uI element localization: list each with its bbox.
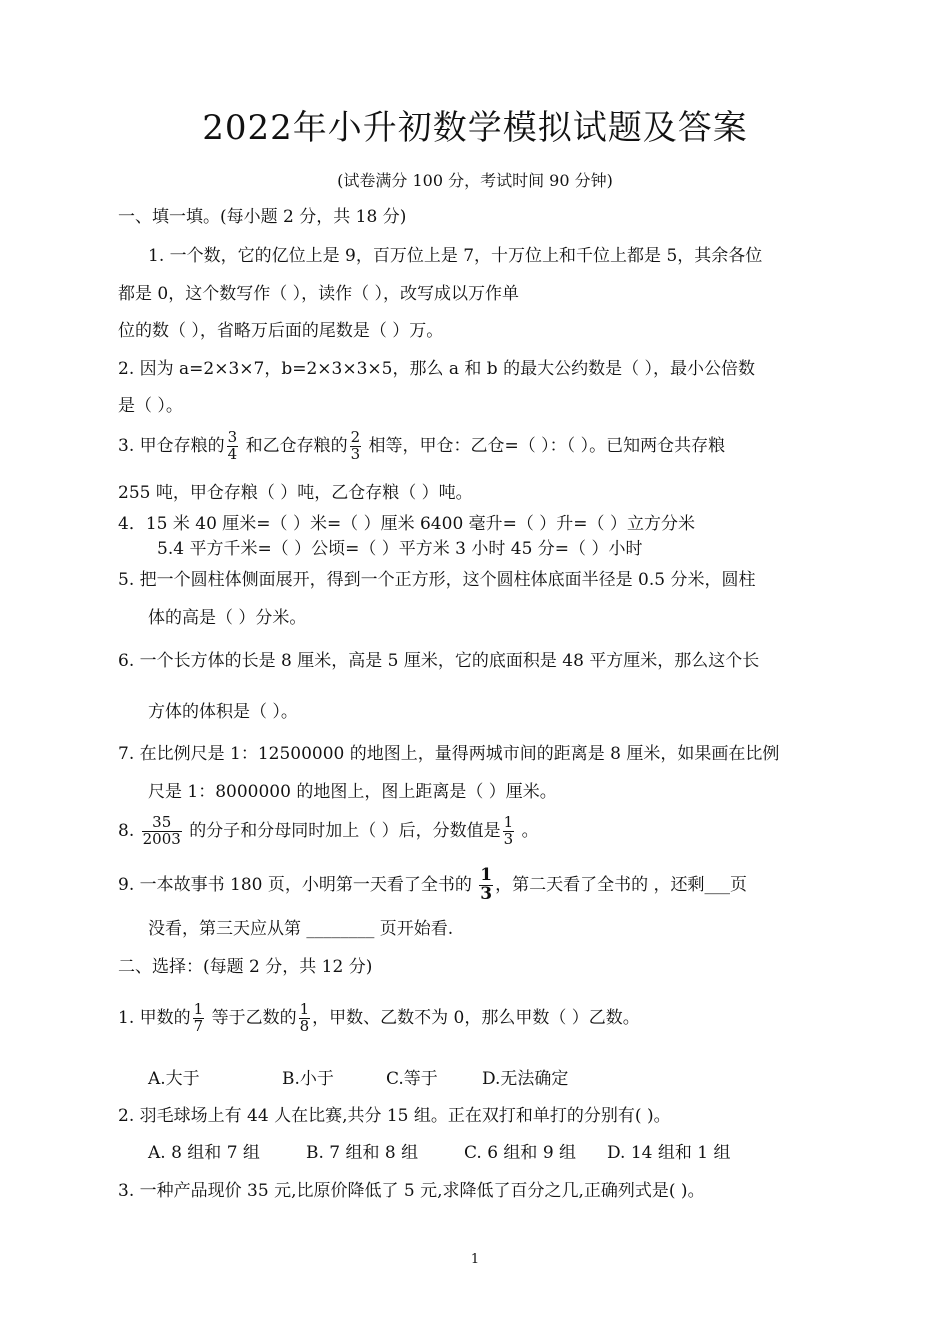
s2-q3-line: 3. 一种产品现价 35 元,比原价降低了 5 元,求降低了百分之几,正确列式是( )。 (118, 1181, 705, 1201)
option-d: D. 14 组和 1 组 (607, 1143, 731, 1163)
denominator: 7 (193, 1016, 204, 1035)
numerator: 1 (503, 813, 514, 831)
fraction (142, 815, 182, 848)
option-c: C.等于 (386, 1069, 438, 1089)
numerator: 35 (152, 813, 172, 831)
q5-line-2: 体的高是（ ）分米。 (148, 608, 307, 628)
section-1-heading: 一、填一填。(每小题 2 分，共 18 分) (118, 207, 407, 227)
q7-line-2: 尺是 1：8000000 的地图上，图上距离是（ ）厘米。 (148, 782, 557, 802)
q9-line-1 (118, 867, 747, 904)
q3-line-2: 255 吨，甲仓存粮（ ）吨，乙仓存粮（ ）吨。 (118, 483, 473, 503)
denominator: 4 (227, 444, 238, 463)
q7-line-1: 7. 在比例尺是 1：12500000 的地图上，量得两城市间的距离是 8 厘米，如果画在比例 (118, 744, 780, 764)
denominator: 3 (350, 444, 361, 463)
q2-line-2: 是（ ）。 (118, 396, 183, 416)
option-b: B.小于 (282, 1069, 334, 1089)
denominator: 3 (480, 883, 493, 904)
q6-line-2: 方体的体积是（ ）。 (148, 702, 298, 722)
q5-line-1: 5. 把一个圆柱体侧面展开，得到一个正方形，这个圆柱体底面半径是 0.5 分米，圆柱 (118, 570, 756, 590)
option-c: C. 6 组和 9 组 (464, 1143, 577, 1163)
q3-line-1 (118, 430, 725, 463)
q8-text-c: 。 (516, 820, 539, 841)
q1-line-1: 1. 一个数，它的亿位上是 9，百万位上是 7，十万位上和千位上都是 5，其余各位 (148, 246, 763, 266)
denominator: 3 (503, 829, 514, 848)
q2-line-1: 2. 因为 a=2×3×7，b=2×3×3×5，那么 a 和 b 的最大公约数是（ ），最小公倍数 (118, 359, 756, 379)
option-d: D.无法确定 (482, 1069, 569, 1089)
q3-text-c: 相等，甲仓：乙仓=（ ）：（ ）。已知两仓共存粮 (363, 435, 726, 456)
option-a: A. 8 组和 7 组 (148, 1143, 260, 1163)
fraction (299, 1002, 311, 1035)
numerator: 3 (227, 428, 238, 446)
fraction (503, 815, 515, 848)
option-b: B. 7 组和 8 组 (306, 1143, 419, 1163)
numerator: 1 (193, 1000, 204, 1018)
section-2-heading: 二、选择：(每题 2 分，共 12 分) (118, 957, 373, 977)
q4-line-2: 5.4 平方千米=（ ）公顷=（ ）平方米 3 小时 45 分=（ ）小时 (157, 539, 643, 559)
q4-line-1: 4．15 米 40 厘米=（ ）米=（ ）厘米 6400 毫升=（ ）升=（ ）立方分米 (118, 514, 695, 534)
q3-text-a: 3. 甲仓存粮的 (118, 435, 225, 456)
s2-q1-text-a: 1. 甲数的 (118, 1007, 191, 1028)
denominator: 8 (299, 1016, 310, 1035)
page-number: 1 (470, 1252, 480, 1267)
q3-text-b: 和乙仓存粮的 (240, 435, 348, 456)
denominator: 2003 (142, 829, 181, 848)
q6-line-1: 6. 一个长方体的长是 8 厘米，高是 5 厘米，它的底面积是 48 平方厘米，那么这个长 (118, 651, 760, 671)
q8-text-a: 8. (118, 820, 140, 841)
q8-line (118, 815, 539, 848)
s2-q1-line (118, 1002, 640, 1035)
q1-line-3: 位的数（ ），省略万后面的尾数是（ ）万。 (118, 321, 444, 341)
fraction (350, 430, 362, 463)
q9-text-a: 9. 一本故事书 180 页，小明第一天看了全书的 (118, 874, 478, 895)
numerator: 1 (480, 865, 493, 885)
page-title: 2022年小升初数学模拟试题及答案 (202, 108, 748, 148)
fraction (193, 1002, 205, 1035)
numerator: 1 (299, 1000, 310, 1018)
option-a: A.大于 (148, 1069, 200, 1089)
numerator: 2 (350, 428, 361, 446)
fraction (227, 430, 239, 463)
s2-q1-text-c: ，甲数、乙数不为 0，那么甲数（ ）乙数。 (312, 1007, 640, 1028)
q9-line-2: 没看，第三天应从第 ________ 页开始看. (148, 919, 454, 939)
fraction (479, 867, 493, 904)
q9-text-b: ，第二天看了全书的 ，还剩___页 (495, 874, 748, 895)
q1-line-2: 都是 0，这个数写作（ ），读作（ ），改写成以万作单 (118, 284, 520, 304)
q8-text-b: 的分子和分母同时加上（ ）后，分数值是 (183, 820, 501, 841)
s2-q1-text-b: 等于乙数的 (206, 1007, 297, 1028)
s2-q2-line: 2. 羽毛球场上有 44 人在比赛,共分 15 组。正在双打和单打的分别有( )。 (118, 1106, 671, 1126)
exam-instructions: (试卷满分 100 分，考试时间 90 分钟) (337, 171, 613, 190)
